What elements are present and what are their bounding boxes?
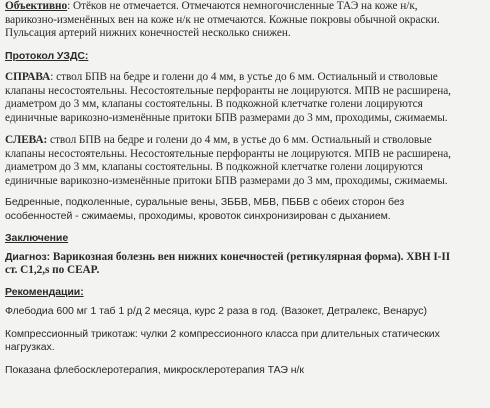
objective-paragraph [5, 0, 486, 41]
right-line: диаметром до 3 мм, клапаны состоятельны. В подкожной клетчатке голени лоцируются [5, 98, 423, 110]
veins-line: особенностей - сжимаемы, проходимы, кровоток синхронизирован с дыханием. [5, 209, 391, 222]
uzds-protocol-title: Протокол УЗДС: [5, 49, 89, 62]
left-line: ствол БПВ на бедре и голени до 4 мм, в устье до 6 мм. Остиальный и стволовые [47, 134, 432, 146]
objective-line: варикозно-изменённых вен на коже н/к не отмечаются. Кожные покровы обычной окраски. [5, 13, 440, 26]
left-line: клапаны несостоятельны. Несостоятельные перфоранты не лоцируются. МПВ не расширена, [5, 147, 451, 160]
conclusion-title: Заключение [5, 232, 69, 244]
objective-label: Объективно [5, 0, 68, 12]
right-line: клапаны несостоятельны. Несостоятельные перфоранты не лоцируются. МПВ не расширена, [5, 84, 451, 97]
veins-line: Бедренные, подколенные, суральные вены, ЗББВ, МБВ, ПББВ с обеих сторон без [5, 196, 405, 208]
diagnosis-label: Диагноз: [5, 250, 51, 263]
recommendations-title: Рекомендации: [5, 285, 84, 298]
objective-line: Пульсация артерий нижних конечностей несколько снижен. [5, 27, 291, 39]
recommendation-line: Компрессионный трикотаж: чулки 2 компрессионного класса при длительных статических [5, 327, 440, 340]
right-label: СПРАВА [5, 71, 51, 83]
left-label: СЛЕВА: [5, 134, 48, 146]
left-line: единичные варикозно-изменённые притоки БПВ размерами до 3 мм, проходимы, сжимаемы. [5, 174, 448, 187]
diagnosis-line: ст. С1,2,s по CEAP. [5, 264, 100, 276]
left-line: диаметром до 3 мм, клапаны состоятельны. В подкожной клетчатке голени лоцируются [5, 161, 423, 173]
right-line: единичные варикозно-изменённые притоки БПВ размерами до 3 мм, проходимы, сжимаемы. [5, 111, 448, 124]
deep-veins-paragraph [5, 196, 486, 223]
objective-line: : Отёков не отмечается. Отмечаются немногочисленные ТАЭ на коже н/к, [67, 0, 418, 12]
recommendation-item [5, 328, 486, 355]
recommendation-line: нагрузках. [5, 341, 55, 353]
recommendation-item [5, 364, 486, 378]
right-line: : ствол БПВ на бедре и голени до 4 мм, в устье до 6 мм. Остиальный и стволовые [50, 71, 438, 83]
left-leg-paragraph [5, 134, 486, 188]
diagnosis-line: Варикозная болезнь вен нижних конечностей (ретикулярная форма). ХВН I-II [50, 250, 451, 263]
recommendation-item [5, 305, 486, 319]
recommendation-line: Показана флебосклеротерапия, микросклеротерапия ТАЭ н/к [5, 363, 304, 376]
right-leg-paragraph [5, 71, 486, 125]
diagnosis-paragraph [5, 251, 486, 278]
recommendation-line: Флебодиа 600 мг 1 таб 1 р/д 2 месяца, курс 2 раза в год. (Вазокет, Детралекс, Венарус) [5, 305, 427, 317]
